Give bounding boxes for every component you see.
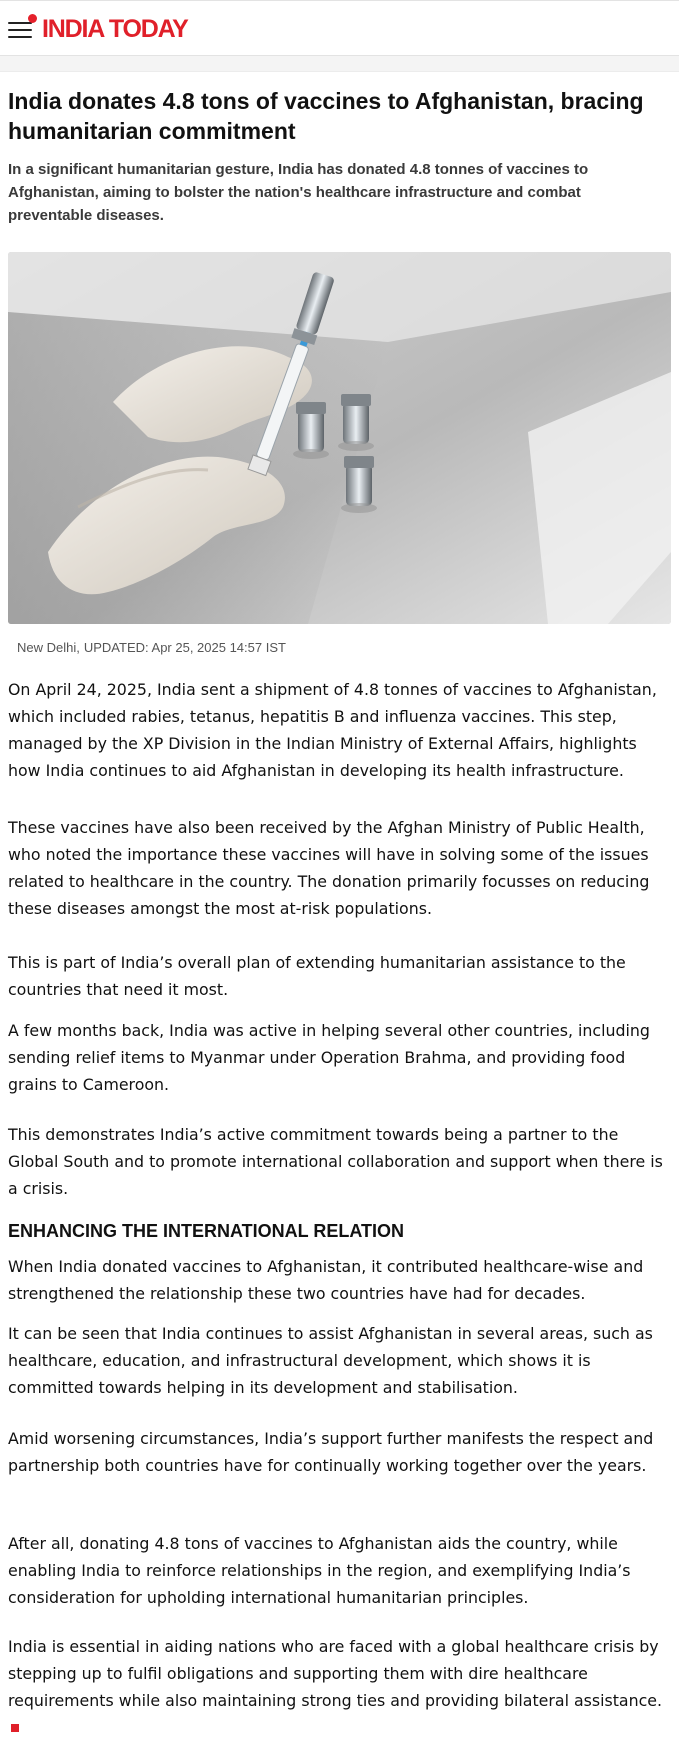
- article-subheading: ENHANCING THE INTERNATIONAL RELATION: [8, 1221, 404, 1241]
- article-paragraph: On April 24, 2025, India sent a shipment of 4.8 tonnes of vaccines to Afghanistan, which included rabies, tetanus, hepatitis B and influenza vaccines. This step, managed by the XP Division in the Indian Ministry of External Affairs, highlights how India continues to aid Afghanistan in developing its health infrastructure.: [8, 680, 657, 780]
- article-headline: India donates 4.8 tons of vaccines to Afghanistan, bracing humanitarian commitment: [8, 88, 644, 144]
- article-paragraph-text: India is essential in aiding nations who are faced with a global healthcare crisis by stepping up to fulfil obligations and supporting them with dire healthcare requirements while also maintaining strong ties and providing bilateral assistance.: [8, 1637, 663, 1710]
- header-divider: [0, 56, 679, 72]
- article-paragraph: It can be seen that India continues to assist Afghanistan in several areas, such as healthcare, education, and infrastructural development, which shows it is committed towards helping in its development and stabilisation.: [8, 1324, 653, 1397]
- article-paragraph: A few months back, India was active in helping several other countries, including sending relief items to Myanmar under Operation Brahma, and providing food grains to Cameroon.: [8, 1021, 650, 1094]
- article-paragraph-last: [8, 1633, 672, 1741]
- site-logo[interactable]: INDIA TODAY: [42, 15, 188, 43]
- article-hero-image: [8, 252, 671, 624]
- article-paragraph: These vaccines have also been received by the Afghan Ministry of Public Health, who noted the importance these vaccines will have in solving some of the issues related to healthcare in the country. The donation primarily focusses on reducing these diseases amongst the most at-risk populations.: [8, 818, 650, 918]
- site-header: [0, 0, 679, 56]
- article-updated: UPDATED: Apr 25, 2025 14:57 IST: [83, 640, 286, 655]
- hamburger-menu-icon[interactable]: [8, 20, 34, 40]
- article-paragraph: Amid worsening circumstances, India’s support further manifests the respect and partnership both countries have for continually working together over the years.: [8, 1429, 654, 1475]
- article-location: New Delhi,: [17, 640, 80, 655]
- article-paragraph: After all, donating 4.8 tons of vaccines to Afghanistan aids the country, while enabling India to reinforce relationships in the region, and exemplifying India’s consideration for upholding international humanitarian principles.: [8, 1534, 631, 1607]
- article-summary: In a significant humanitarian gesture, India has donated 4.8 tonnes of vaccines to Afghanistan, aiming to bolster the nation's healthcare infrastructure and combat preventable diseases.: [8, 161, 589, 224]
- article-paragraph: When India donated vaccines to Afghanistan, it contributed healthcare-wise and strengthened the relationship these two countries have had for decades.: [8, 1257, 644, 1303]
- article-end-mark: [11, 1724, 19, 1732]
- article-dateline: [17, 640, 290, 655]
- article-paragraph: This demonstrates India’s active commitment towards being a partner to the Global South and to promote international collaboration and support when there is a crisis.: [8, 1125, 663, 1198]
- article-paragraph: This is part of India’s overall plan of extending humanitarian assistance to the countries that need it most.: [8, 953, 626, 999]
- logo-dot: [28, 14, 37, 23]
